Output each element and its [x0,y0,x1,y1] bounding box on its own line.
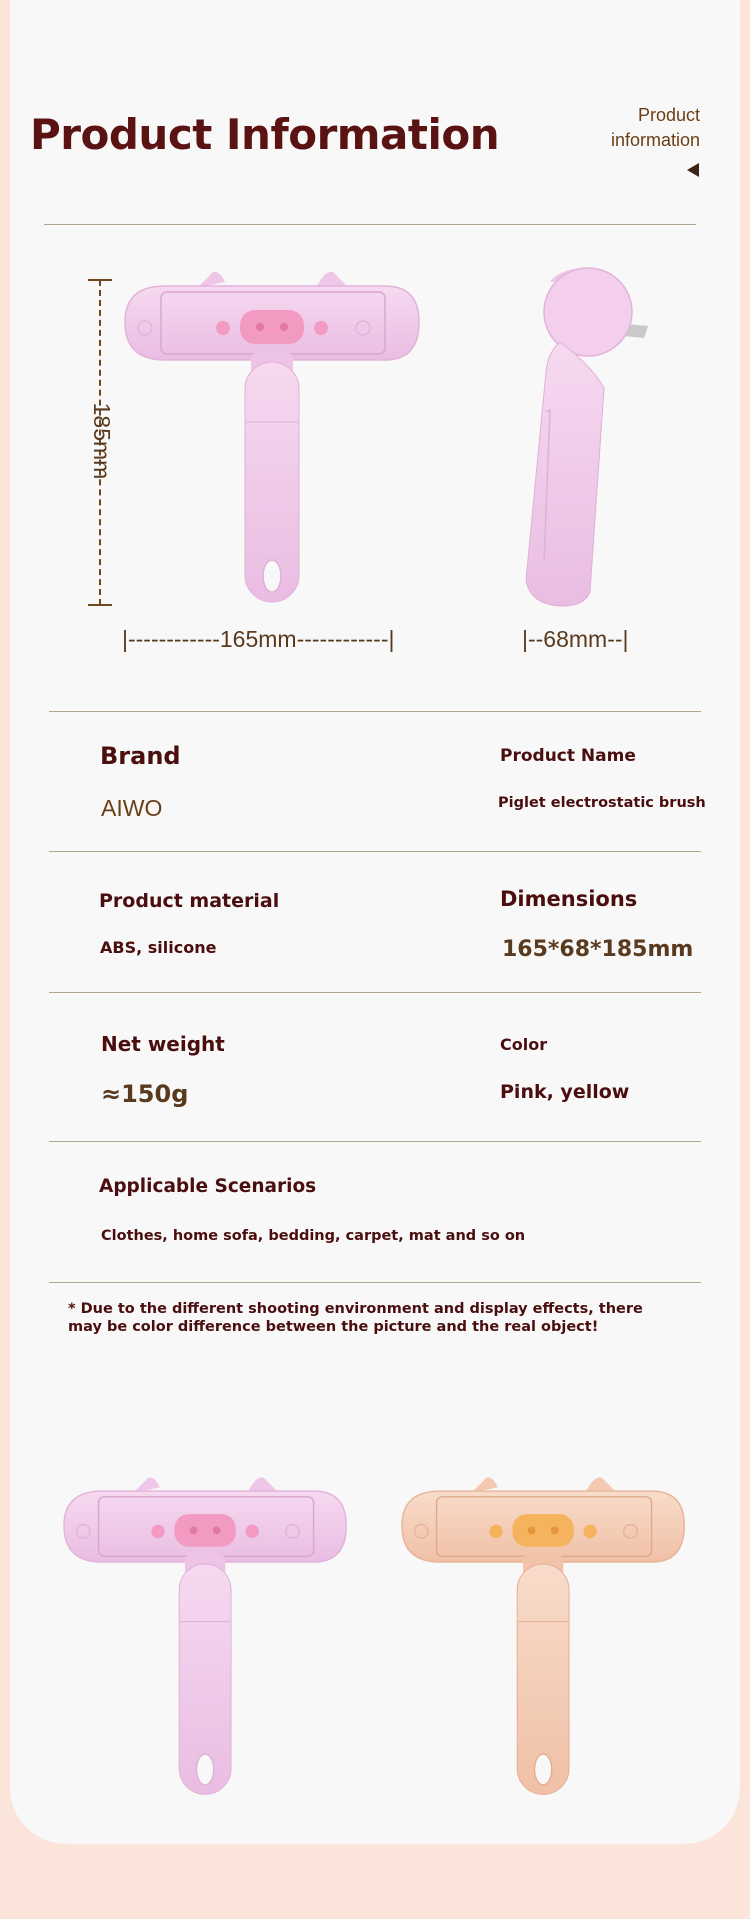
section-tag [560,103,700,153]
arrow-left-icon [687,163,699,177]
height-dimension: 185mm [89,402,115,480]
page-title: Product Information [30,110,500,159]
material-value: ABS, silicone [100,938,217,957]
depth-dimension: |--68mm--| [522,626,629,652]
section-tag-line1: Product [637,105,700,125]
color-label: Color [500,1035,548,1054]
color-value: Pink, yellow [500,1081,630,1103]
product-pink-variant [54,1468,362,1804]
divider-5 [49,1282,701,1283]
product-name-value: Piglet electrostatic brush [498,795,706,811]
scenarios-label: Applicable Scenarios [99,1176,317,1197]
material-label: Product material [99,890,280,912]
product-front-view [115,262,435,612]
section-tag-line2: information [610,130,700,150]
product-name-label: Product Name [500,746,636,766]
width-dimension: |------------165mm------------| [122,626,395,652]
net-weight-label: Net weight [101,1032,225,1056]
brand-value: AIWO [101,795,163,821]
product-side-view [500,262,660,612]
divider-4 [49,1141,701,1142]
brand-label: Brand [100,742,181,770]
dimensions-value: 165*68*185mm [502,937,694,962]
net-weight-value: ≈150g [101,1080,189,1108]
product-peach-variant [392,1468,700,1804]
divider-2 [49,851,701,852]
divider-3 [49,992,701,993]
header-divider [44,224,696,225]
height-cap-bottom [88,604,112,606]
dimensions-label: Dimensions [500,887,638,911]
divider-1 [49,711,701,712]
scenarios-value: Clothes, home sofa, bedding, carpet, mat and so on [101,1228,526,1244]
color-disclaimer: * Due to the different shooting environment and display effects, there may be color difference between the picture and the real object! [68,1301,643,1335]
